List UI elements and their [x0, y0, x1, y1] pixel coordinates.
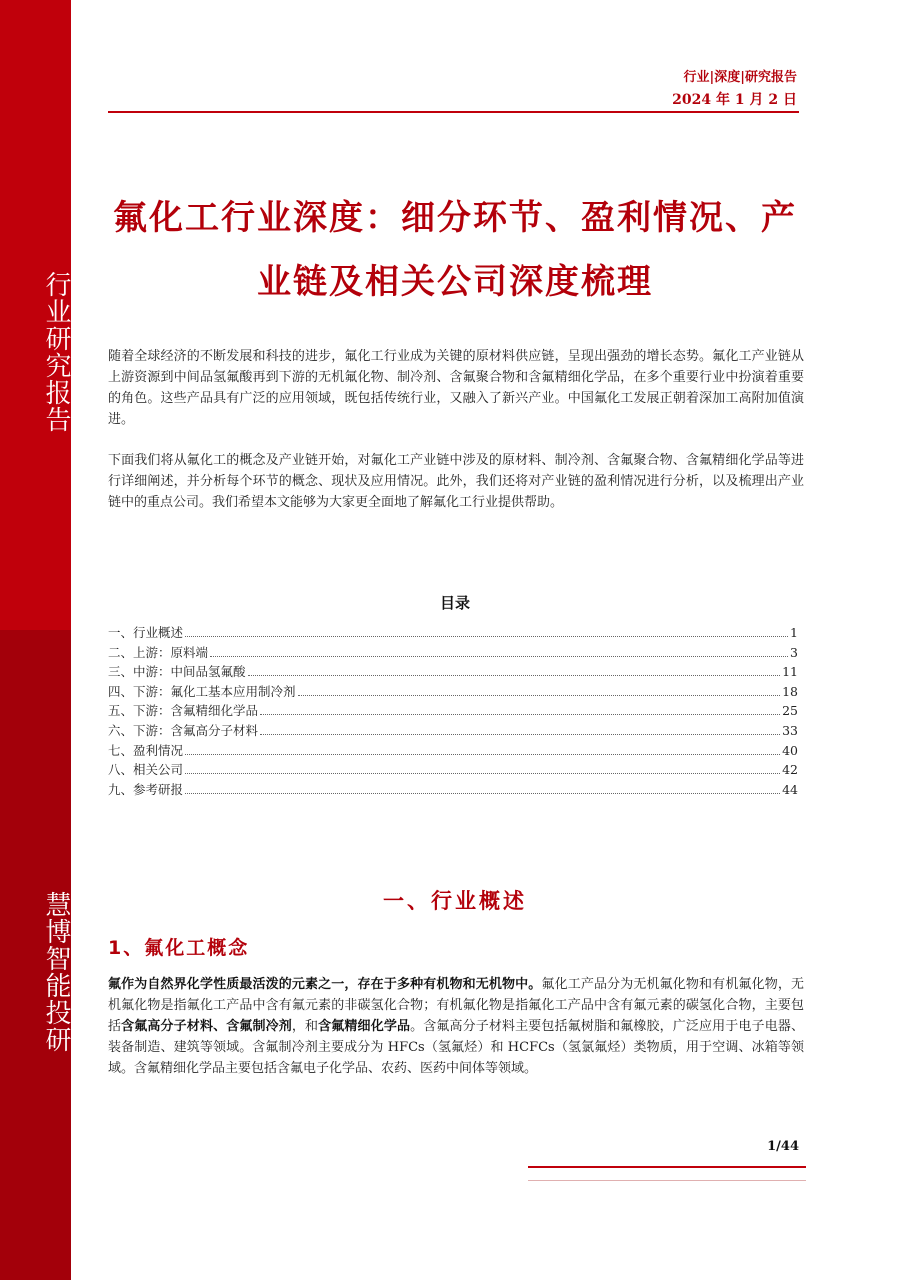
page-number: 1/44 — [767, 1139, 799, 1154]
body-text: 。含氟高分子材料主要包括氟树脂和氟橡胶，广泛应用于电子电器、装备制造、建筑等领域。含氟制冷剂主要成分为 HFCs（氢氟烃）和 HCFCs（氢氯氟烃）类物质，用于空调、冰箱等领域。含氟精细化学品主要包括含氟电子化学品、农药、医药中间体等领域。 — [108, 1019, 804, 1076]
report-category: 行业|深度|研究报告 — [683, 70, 797, 85]
toc-leader — [185, 753, 780, 755]
toc-leader — [185, 792, 780, 794]
report-title — [110, 186, 800, 314]
toc-item-label: 三、中游：中间品氢氟酸 — [108, 664, 246, 680]
toc-item[interactable] — [108, 682, 798, 702]
toc-item-page: 25 — [782, 703, 798, 719]
toc-item-label: 九、参考研报 — [108, 781, 184, 797]
toc-item-page: 3 — [790, 644, 798, 660]
toc-item-page: 42 — [782, 762, 798, 778]
toc-item-page: 11 — [782, 664, 798, 680]
toc-item-page: 33 — [782, 722, 798, 738]
toc-item[interactable] — [108, 701, 798, 721]
table-of-contents — [108, 623, 798, 799]
toc-item-label: 五、下游：含氟精细化学品 — [108, 703, 259, 719]
toc-leader — [298, 694, 781, 696]
toc-item-label: 六、下游：含氟高分子材料 — [108, 722, 259, 738]
emphasis-text: 氟作为自然界化学性质最活泼的元素之一，存在于多种有机物和无机物中。 — [108, 977, 542, 992]
toc-title: 目录 — [439, 594, 470, 612]
footer-divider-thin — [528, 1180, 806, 1181]
toc-item-page: 1 — [790, 625, 798, 640]
subsection-title: 1、氟化工概念 — [108, 937, 250, 959]
toc-item-page: 40 — [782, 742, 798, 758]
toc-item-label: 七、盈利情况 — [108, 742, 184, 758]
toc-item[interactable] — [108, 760, 798, 780]
toc-item-page: 18 — [782, 683, 798, 699]
sidebar-report-type: 行业研究报告 — [41, 271, 71, 433]
header-divider — [108, 111, 799, 113]
body-text: 氟化工产品分为无机氟化物和有机氟化物，无机氟化物是指氟化工产品中含有氟元素的非碳氢化合物；有机氟化物是指氟化工产品中含有氟元素的碳氢化合物，主要包括 — [108, 977, 804, 1034]
emphasis-text: 含氟高分子材料、含氟制冷剂 — [121, 1019, 292, 1034]
toc-item[interactable] — [108, 780, 798, 800]
report-date: 2024 年 1 月 2 日 — [672, 92, 797, 108]
sidebar-brand: 慧博智能投研 — [41, 891, 71, 1053]
toc-leader — [185, 772, 780, 774]
sidebar — [0, 0, 71, 1280]
toc-item[interactable] — [108, 643, 798, 663]
report-title-line1: 氟化工行业深度：细分环节、盈利情况、产 — [113, 198, 797, 238]
intro-paragraph-1: 随着全球经济的不断发展和科技的进步，氟化工行业成为关键的原材料供应链，呈现出强劲的增长态势。氟化工产业链从上游资源到中间品氢氟酸再到下游的无机氟化物、制冷剂、含氟聚合物和含氟精细化学品，在多个重要行业中扮演着重要的角色。这些产品具有广泛的应用领域，既包括传统行业，又融入了新兴产业。中国氟化工发展正朝着深加工高附加值演进。 — [108, 349, 804, 427]
toc-leader — [260, 713, 780, 715]
intro-paragraph-2: 下面我们将从氟化工的概念及产业链开始，对氟化工产业链中涉及的原材料、制冷剂、含氟聚合物、含氟精细化学品等进行详细阐述，并分析每个环节的概念、现状及应用情况。此外，我们还将对产业链的盈利情况进行分析，以及梳理出产业链中的重点公司。我们希望本文能够为大家更全面地了解氟化工行业提供帮助。 — [108, 453, 804, 510]
toc-item[interactable] — [108, 662, 798, 682]
body-text: ，和 — [291, 1019, 319, 1034]
toc-item-page: 44 — [782, 781, 798, 797]
toc-item-label: 四、下游：氟化工基本应用制冷剂 — [108, 683, 296, 699]
toc-leader — [260, 733, 780, 735]
toc-item-label: 一、行业概述 — [108, 625, 184, 640]
toc-item-label: 二、上游：原料端 — [108, 644, 209, 660]
toc-item[interactable] — [108, 741, 798, 761]
section-title: 一、行业概述 — [383, 889, 527, 913]
toc-item[interactable] — [108, 721, 798, 741]
footer-divider — [528, 1166, 806, 1168]
emphasis-text: 含氟精细化学品 — [318, 1019, 411, 1034]
section-paragraph — [108, 974, 804, 1079]
toc-item[interactable] — [108, 623, 798, 643]
report-title-line2: 业链及相关公司深度梳理 — [257, 262, 653, 302]
toc-item-label: 八、相关公司 — [108, 762, 184, 778]
toc-leader — [248, 674, 781, 676]
toc-leader — [210, 655, 788, 657]
toc-leader — [185, 635, 788, 637]
